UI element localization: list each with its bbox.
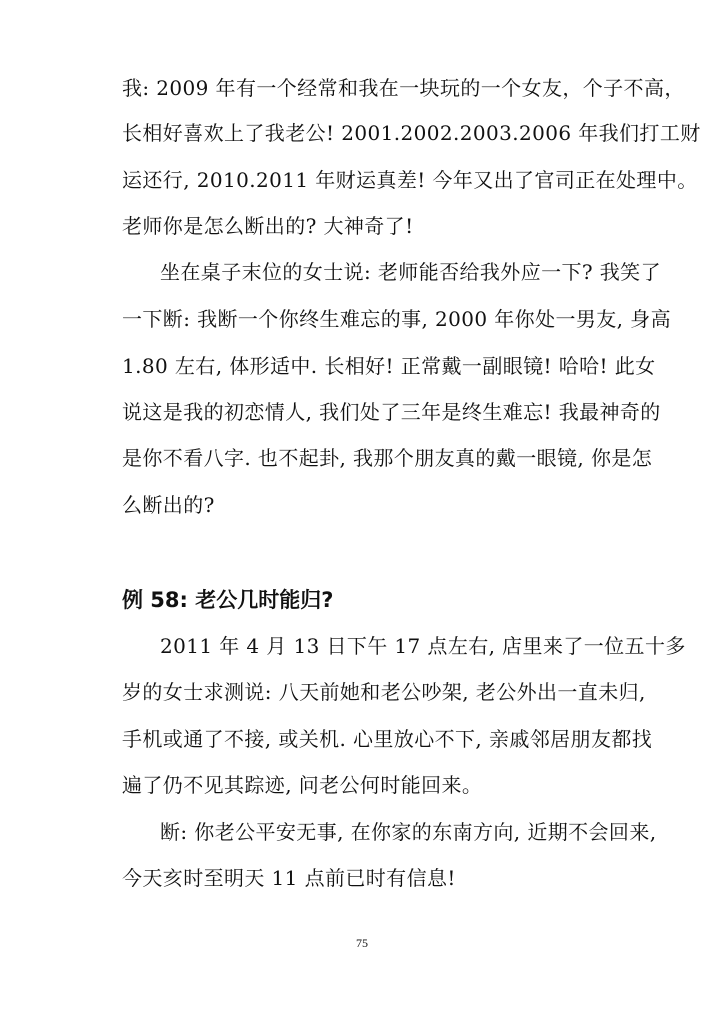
text-line: 么断出的? bbox=[122, 493, 215, 517]
text-line: 1.80 左右, 体形适中. 长相好! 正常戴一副眼镜! 哈哈! 此女 bbox=[122, 354, 656, 378]
text-line: 运还行, 2010.2011 年财运真差! 今年又出了官司正在处理中。 bbox=[122, 168, 698, 192]
page-number: 75 bbox=[356, 936, 368, 950]
text-line: 2011 年 4 月 13 日下午 17 点左右, 店里来了一位五十多 bbox=[160, 634, 686, 658]
text-line: 长相好喜欢上了我老公! 2001.2002.2003.2006 年我们打工财 bbox=[122, 121, 701, 145]
section-heading: 例 58: 老公几时能归? bbox=[122, 588, 334, 612]
text-line: 坐在桌子末位的女士说: 老师能否给我外应一下? 我笑了 bbox=[160, 260, 661, 284]
text-line: 是你不看八字. 也不起卦, 我那个朋友真的戴一眼镜, 你是怎 bbox=[122, 446, 653, 470]
text-line: 老师你是怎么断出的? 大神奇了! bbox=[122, 214, 414, 238]
text-line: 说这是我的初恋情人, 我们处了三年是终生难忘! 我最神奇的 bbox=[122, 400, 661, 424]
text-line: 遍了仍不见其踪迹, 问老公何时能回来。 bbox=[122, 773, 483, 797]
text-line: 岁的女士求测说: 八天前她和老公吵架, 老公外出一直未归, bbox=[122, 680, 646, 704]
text-line: 我: 2009 年有一个经常和我在一块玩的一个女友，个子不高， bbox=[122, 76, 685, 100]
text-line: 断: 你老公平安无事, 在你家的东南方向, 近期不会回来, bbox=[160, 820, 657, 844]
text-line: 今天亥时至明天 11 点前已时有信息! bbox=[122, 866, 456, 890]
text-line: 一下断: 我断一个你终生难忘的事, 2000 年你处一男友, 身高 bbox=[122, 307, 671, 331]
text-line: 手机或通了不接, 或关机. 心里放心不下, 亲戚邻居朋友都找 bbox=[122, 727, 653, 751]
